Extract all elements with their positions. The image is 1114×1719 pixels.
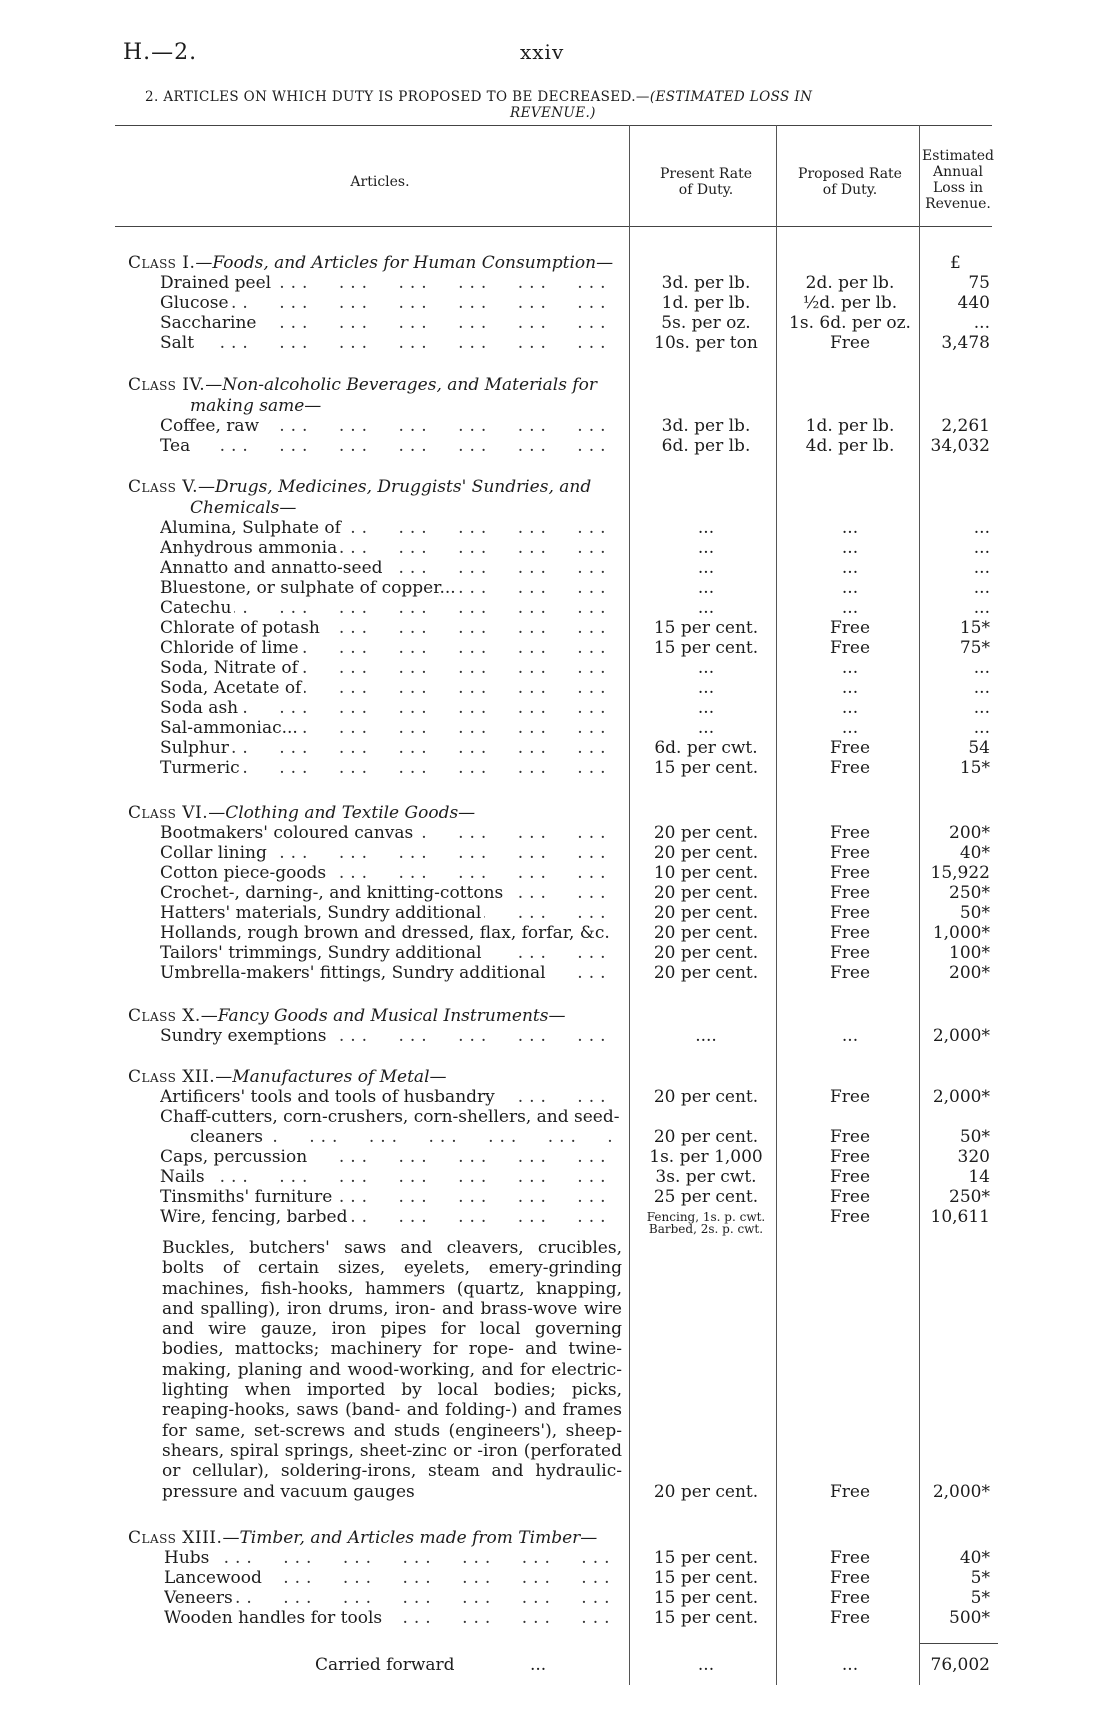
present-rate: 20 per cent. <box>653 1482 759 1502</box>
present-rate: 15 per cent. <box>653 1608 759 1628</box>
currency-symbol: £ <box>950 253 961 273</box>
article-cell: Bluestone, or sulphate of copper... ... . <box>160 578 620 598</box>
article-cell: Lancewood ... . <box>164 1568 624 1588</box>
proposed-rate: Free <box>829 1127 871 1147</box>
estimated-loss: 440 <box>957 293 990 313</box>
proposed-rate: Free <box>829 923 871 943</box>
present-rate: 6d. per lb. <box>661 436 751 456</box>
estimated-loss: 2,000* <box>932 1087 990 1107</box>
class-heading-1: Class I.—Foods, and Articles for Human Consumption— <box>128 253 614 273</box>
proposed-rate: ... <box>841 698 859 718</box>
present-rate: 1s. per 1,000 <box>649 1147 763 1167</box>
article-cell: Drained peel ... . <box>160 273 620 293</box>
present-rate: ... <box>697 698 715 718</box>
present-rate: ... <box>697 598 715 618</box>
present-rate: 15 per cent. <box>653 638 759 658</box>
present-rate: 20 per cent. <box>653 923 759 943</box>
article-cell: Hollands, rough brown and dressed, flax, forfar, &c. <box>160 923 620 943</box>
class-title-continued: making same— <box>190 396 322 416</box>
col-head-present <box>636 166 776 198</box>
article-cell: Tinsmiths' furniture ... . <box>160 1187 620 1207</box>
estimated-loss: 40* <box>959 843 990 863</box>
col-head-proposed <box>780 166 920 198</box>
table-row <box>0 923 1114 943</box>
article-cell: Artificers' tools and tools of husbandry ... . <box>160 1087 620 1107</box>
table-row <box>0 658 1114 678</box>
table-row <box>0 823 1114 843</box>
estimated-loss: 320 <box>957 1147 990 1167</box>
class-title: Foods, and Articles for Human Consumption— <box>212 253 614 273</box>
parliamentary-paper-number: H.—2. <box>123 40 198 65</box>
col-head-present-line2: of Duty. <box>678 182 734 198</box>
present-rate: ... <box>697 658 715 678</box>
article-cell: Chlorate of potash ... . <box>160 618 620 638</box>
estimated-loss: ... <box>973 678 990 698</box>
table-row <box>0 698 1114 718</box>
table-row <box>0 538 1114 558</box>
article-cell: Salt ... . <box>160 333 620 353</box>
article-cell: Collar lining ... . <box>160 843 620 863</box>
estimated-loss: ... <box>973 658 990 678</box>
proposed-rate: ... <box>841 678 859 698</box>
present-rate: 20 per cent. <box>653 823 759 843</box>
table-row <box>0 1167 1114 1187</box>
present-rate: 15 per cent. <box>653 758 759 778</box>
class-heading-4: Class IV.—Non-alcoholic Beverages, and Materials for <box>128 375 597 395</box>
proposed-rate: ... <box>841 1026 859 1046</box>
present-rate: 20 per cent. <box>653 943 759 963</box>
carried-forward-label: Carried forward <box>315 1655 455 1675</box>
article-cell: Soda ash ... . <box>160 698 620 718</box>
article-cell: Wooden handles for tools ... . <box>164 1608 624 1628</box>
table-row <box>0 943 1114 963</box>
table-row <box>0 1187 1114 1207</box>
proposed-rate: Free <box>829 1568 871 1588</box>
article-cell: Umbrella-makers' fittings, Sundry additional ... . <box>160 963 620 983</box>
proposed-rate: Free <box>829 1147 871 1167</box>
carried-forward-present: ... <box>697 1655 715 1675</box>
table-row <box>0 903 1114 923</box>
total-rule <box>920 1643 998 1644</box>
article-cell: Turmeric ... . <box>160 758 620 778</box>
proposed-rate: ½d. per lb. <box>802 293 898 313</box>
proposed-rate: Free <box>829 943 871 963</box>
article-cell: Hubs ... . <box>164 1548 624 1568</box>
proposed-rate: Free <box>829 903 871 923</box>
proposed-rate: Free <box>829 638 871 658</box>
table-row <box>0 883 1114 903</box>
present-rate: 20 per cent. <box>653 903 759 923</box>
class-title: Timber, and Articles made from Timber— <box>239 1528 598 1548</box>
class-label: Class VI. <box>128 803 209 823</box>
proposed-rate: Free <box>829 863 871 883</box>
table-row <box>0 518 1114 538</box>
class-title-continued: Chemicals— <box>190 498 297 518</box>
estimated-loss: 200* <box>949 823 990 843</box>
article-cell: Nails ... . <box>160 1167 620 1187</box>
present-rate: 5s. per oz. <box>661 313 751 333</box>
estimated-loss: 50* <box>959 1127 990 1147</box>
estimated-loss: 10,611 <box>930 1207 990 1227</box>
article-cell: Soda, Nitrate of ... . <box>160 658 620 678</box>
table-top-rule <box>115 125 992 126</box>
table-row <box>0 1107 1114 1127</box>
title-main: 2. ARTICLES ON WHICH DUTY IS PROPOSED TO BE DECREASED.— <box>145 89 650 105</box>
proposed-rate: Free <box>829 1548 871 1568</box>
article-cell: Caps, percussion ... . <box>160 1147 620 1167</box>
carried-forward-row <box>0 1655 1114 1675</box>
table-row <box>0 1608 1114 1628</box>
estimated-loss: ... <box>973 313 990 333</box>
present-rate: ... <box>697 678 715 698</box>
estimated-loss: 2,000* <box>932 1482 990 1502</box>
proposed-rate: ... <box>841 718 859 738</box>
present-rate: 20 per cent. <box>653 1127 759 1147</box>
estimated-loss: 54 <box>968 738 990 758</box>
class-label: Class XIII. <box>128 1528 223 1548</box>
present-rate: 10 per cent. <box>653 863 759 883</box>
article-cell: Chloride of lime ... . <box>160 638 620 658</box>
article-cell: Crochet-, darning-, and knitting-cottons ... . <box>160 883 620 903</box>
proposed-rate: ... <box>841 578 859 598</box>
table-row <box>0 436 1114 456</box>
estimated-loss: 250* <box>949 1187 990 1207</box>
present-rate: 3d. per lb. <box>661 273 751 293</box>
proposed-rate: Free <box>829 1608 871 1628</box>
present-rate: 20 per cent. <box>653 843 759 863</box>
table-row <box>0 333 1114 353</box>
table-row <box>0 1127 1114 1147</box>
present-rate: 3s. per cwt. <box>655 1167 757 1187</box>
table-row <box>0 963 1114 983</box>
estimated-loss: ... <box>973 698 990 718</box>
table-row <box>0 638 1114 658</box>
table-row <box>0 1482 1114 1502</box>
article-cell: Veneers ... . <box>164 1588 624 1608</box>
estimated-loss: 2,261 <box>941 416 990 436</box>
estimated-loss: 14 <box>968 1167 990 1187</box>
present-rate: 20 per cent. <box>653 963 759 983</box>
proposed-rate: Free <box>829 963 871 983</box>
proposed-rate: Free <box>829 823 871 843</box>
barbed-rate-note: Barbed, 2s. p. cwt. <box>648 1222 764 1236</box>
article-cell: Alumina, Sulphate of ... . <box>160 518 620 538</box>
table-row <box>0 1207 1114 1227</box>
table-title <box>145 89 975 121</box>
present-rate: ... <box>697 578 715 598</box>
proposed-rate: Free <box>829 758 871 778</box>
article-cell: Bootmakers' coloured canvas ... . <box>160 823 620 843</box>
article-cell: Coffee, raw ... . <box>160 416 620 436</box>
class-label: Class V. <box>128 477 198 497</box>
col-head-present-line1: Present Rate <box>659 166 753 182</box>
estimated-loss: ... <box>973 578 990 598</box>
proposed-rate: 4d. per lb. <box>805 436 895 456</box>
table-row <box>0 598 1114 618</box>
col-head-loss <box>918 148 998 212</box>
article-cell: Sundry exemptions ... . <box>160 1026 620 1046</box>
table-row <box>0 678 1114 698</box>
proposed-rate: ... <box>841 538 859 558</box>
class-title: Non-alcoholic Beverages, and Materials for <box>222 375 597 395</box>
article-cell: Glucose ... . <box>160 293 620 313</box>
present-rate: ... <box>697 558 715 578</box>
col-head-loss-line4: Revenue. <box>925 196 991 212</box>
table-row <box>0 313 1114 333</box>
class-title: Manufactures of Metal— <box>232 1067 447 1087</box>
estimated-loss: ... <box>973 598 990 618</box>
table-row <box>0 1087 1114 1107</box>
present-rate: 15 per cent. <box>653 1568 759 1588</box>
estimated-loss: ... <box>973 518 990 538</box>
article-cell: Hatters' materials, Sundry additional ... . <box>160 903 620 923</box>
present-rate: 15 per cent. <box>653 1588 759 1608</box>
present-rate: 15 per cent. <box>653 618 759 638</box>
estimated-loss: 200* <box>949 963 990 983</box>
table-row <box>0 293 1114 313</box>
class-label: Class X. <box>128 1006 201 1026</box>
estimated-loss: 5* <box>970 1568 990 1588</box>
present-rate: 25 per cent. <box>653 1187 759 1207</box>
present-rate: Fencing, 1s. p. cwt. <box>646 1210 766 1224</box>
article-cell: Tea ... . <box>160 436 620 456</box>
article-cell: Annatto and annatto-seed ... . <box>160 558 620 578</box>
present-rate: ... <box>697 518 715 538</box>
col-head-articles: Articles. <box>350 174 410 190</box>
proposed-rate: Free <box>829 1167 871 1187</box>
article-cell: Catechu ... . <box>160 598 620 618</box>
proposed-rate: Free <box>829 1482 871 1502</box>
table-row <box>0 843 1114 863</box>
estimated-loss: 40* <box>959 1548 990 1568</box>
proposed-rate: Free <box>829 843 871 863</box>
table-row <box>0 1147 1114 1167</box>
present-rate: 10s. per ton <box>654 333 758 353</box>
col-head-proposed-line1: Proposed Rate <box>798 166 902 182</box>
article-cell: Cotton piece-goods ... . <box>160 863 620 883</box>
estimated-loss: ... <box>973 718 990 738</box>
col-head-loss-line2: Annual <box>933 164 983 180</box>
present-rate: ... <box>697 718 715 738</box>
class-heading-5: Class V.—Drugs, Medicines, Druggists' Sundries, and <box>128 477 592 497</box>
class-title: Clothing and Textile Goods— <box>225 803 476 823</box>
estimated-loss: 5* <box>970 1588 990 1608</box>
carried-forward-total: 76,002 <box>930 1655 990 1675</box>
article-cell: Sulphur ... . <box>160 738 620 758</box>
proposed-rate: ... <box>841 658 859 678</box>
table-row <box>0 738 1114 758</box>
estimated-loss: 250* <box>949 883 990 903</box>
present-rate: ... <box>697 538 715 558</box>
class-label: Class IV. <box>128 375 206 395</box>
estimated-loss: 75 <box>968 273 990 293</box>
title-italic-part1: (ESTIMATED LOSS IN <box>649 89 813 105</box>
estimated-loss: 50* <box>959 903 990 923</box>
title-italic-part2: REVENUE.) <box>510 105 596 121</box>
col-head-proposed-line2: of Duty. <box>822 182 878 198</box>
article-cell: Chaff-cutters, corn-crushers, corn-shellers, and seed- <box>160 1107 620 1127</box>
estimated-loss: 15* <box>959 618 990 638</box>
article-cell: Anhydrous ammonia ... . <box>160 538 620 558</box>
estimated-loss: 500* <box>949 1608 990 1628</box>
present-rate: 3d. per lb. <box>661 416 751 436</box>
class-title: Fancy Goods and Musical Instruments— <box>217 1006 566 1026</box>
proposed-rate: Free <box>829 618 871 638</box>
estimated-loss: 75* <box>959 638 990 658</box>
present-rate: 20 per cent. <box>653 883 759 903</box>
proposed-rate: 2d. per lb. <box>805 273 895 293</box>
article-cell: Saccharine ... . <box>160 313 620 333</box>
class-label: Class XII. <box>128 1067 216 1087</box>
proposed-rate: Free <box>829 1087 871 1107</box>
proposed-rate: ... <box>841 558 859 578</box>
table-row <box>0 863 1114 883</box>
table-row <box>0 718 1114 738</box>
present-rate: 6d. per cwt. <box>654 738 758 758</box>
article-cell: Soda, Acetate of ... . <box>160 678 620 698</box>
estimated-loss: 3,478 <box>941 333 990 353</box>
table-row <box>0 1568 1114 1588</box>
article-cell: Tailors' trimmings, Sundry additional ... . <box>160 943 620 963</box>
present-rate: 15 per cent. <box>653 1548 759 1568</box>
present-rate: .... <box>695 1026 717 1046</box>
table-row <box>0 1548 1114 1568</box>
proposed-rate: Free <box>829 1207 871 1227</box>
estimated-loss: 15* <box>959 758 990 778</box>
estimated-loss: 100* <box>949 943 990 963</box>
estimated-loss: ... <box>973 538 990 558</box>
proposed-rate: Free <box>829 738 871 758</box>
article-cell: Sal-ammoniac... ... . <box>160 718 620 738</box>
proposed-rate: ... <box>841 518 859 538</box>
table-row <box>0 758 1114 778</box>
article-cell: cleaners ... . <box>190 1127 620 1147</box>
present-rate: 20 per cent. <box>653 1087 759 1107</box>
class-heading-13: Class XIII.—Timber, and Articles made from Timber— <box>128 1528 598 1548</box>
proposed-rate: ... <box>841 598 859 618</box>
header-bottom-rule <box>115 226 992 227</box>
proposed-rate: 1d. per lb. <box>805 416 895 436</box>
estimated-loss: 1,000* <box>932 923 990 943</box>
class-heading-6: Class VI.—Clothing and Textile Goods— <box>128 803 476 823</box>
estimated-loss: 2,000* <box>932 1026 990 1046</box>
class-label: Class I. <box>128 253 196 273</box>
table-row <box>0 416 1114 436</box>
article-cell: Wire, fencing, barbed ... . <box>160 1207 620 1227</box>
table-row <box>0 273 1114 293</box>
table-row <box>0 618 1114 638</box>
table-row <box>0 1588 1114 1608</box>
proposed-rate: Free <box>829 1187 871 1207</box>
class-title: Drugs, Medicines, Druggists' Sundries, and <box>215 477 592 497</box>
estimated-loss: 15,922 <box>930 863 990 883</box>
estimated-loss: ... <box>973 558 990 578</box>
col-head-loss-line3: Loss in <box>932 180 984 196</box>
table-row <box>0 1026 1114 1046</box>
sundry-metal-articles: Buckles, butchers' saws and cleavers, crucibles, bolts of certain sizes, eyelets, emery-grinding machines, fish-hooks, hammers (quartz, knapping, and spalling), iron drums, iron- and brass-wove wire and wire gauze, iron pipes for local governing bodies, mattocks; machinery for rope- and twine-making, planing and wood-working, and for electric-lighting when imported by local bodies; picks, reaping-hooks, saws (band- and folding-) and frames for same, set-screws and studs (engineers'), sheep-shears, spiral springs, sheet-zinc or -iron (perforated or cellular), soldering-irons, steam and hydraulic-pressure and vacuum gauges <box>162 1238 622 1502</box>
table-row <box>0 578 1114 598</box>
page-number: xxiv <box>520 40 565 64</box>
table-row <box>0 558 1114 578</box>
class-heading-12: Class XII.—Manufactures of Metal— <box>128 1067 447 1087</box>
carried-forward-proposed: ... <box>841 1655 859 1675</box>
proposed-rate: Free <box>829 333 871 353</box>
proposed-rate: 1s. 6d. per oz. <box>789 313 911 333</box>
present-rate: 1d. per lb. <box>661 293 751 313</box>
col-head-loss-line1: Estimated <box>921 148 994 164</box>
estimated-loss: 34,032 <box>930 436 990 456</box>
carried-forward-dots: ... <box>530 1655 547 1675</box>
class-heading-10: Class X.—Fancy Goods and Musical Instruments— <box>128 1006 566 1026</box>
proposed-rate: Free <box>829 1588 871 1608</box>
proposed-rate: Free <box>829 883 871 903</box>
